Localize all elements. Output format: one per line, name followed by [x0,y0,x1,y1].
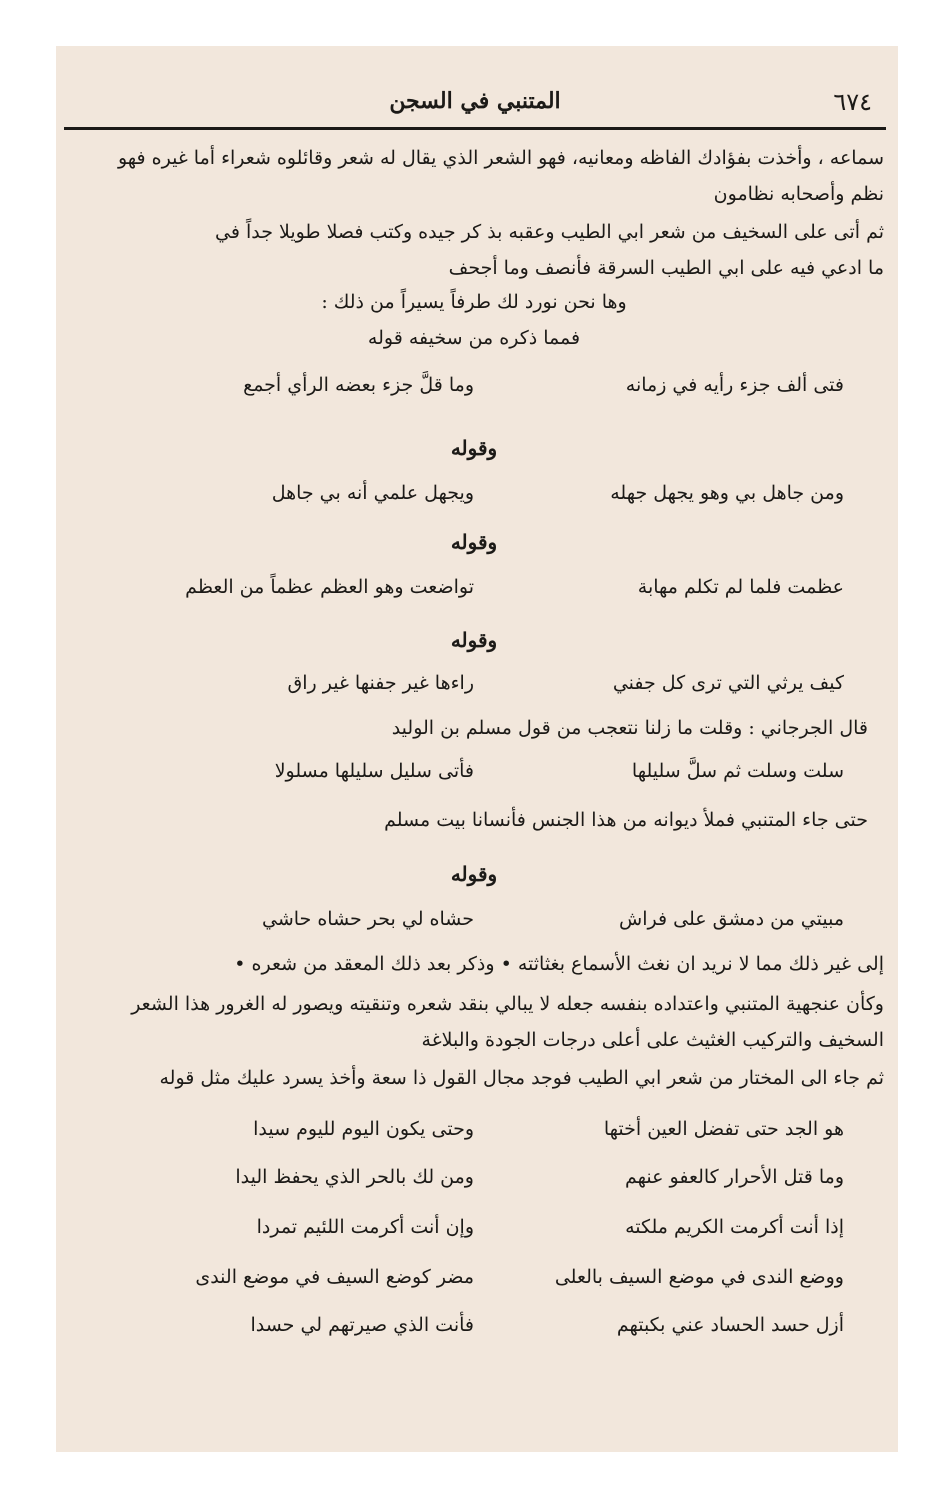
text-line: فمما ذكره من سخيفه قوله [367,327,581,349]
verse [64,900,884,938]
verse-first-half: سلت وسلت ثم سلَّ سليلها [631,760,844,782]
verse-first-half: كيف يرثي التي ترى كل جفني [612,672,844,694]
text-line: إلى غير ذلك مما لا نريد ان نغث الأسماع بغثاثته • وذكر بعد ذلك المعقد من شعره • [234,953,884,975]
text-line: السخيف والتركيب الغثيث على أعلى درجات الجودة والبلاغة [421,1029,884,1051]
verse [64,1258,884,1296]
verse-second-half: فأتى سليل سليلها مسلولا [274,760,474,782]
verse [64,1110,884,1148]
verse-second-half: فأنت الذي صيرتهم لي حسدا [250,1314,474,1336]
verse-first-half: عظمت فلما لم تكلم مهابة [637,576,844,598]
section-heading: وقوله [450,628,498,652]
verse-second-half: تواضعت وهو العظم عظماً من العظم [185,576,474,598]
text-line: قال الجرجاني : وقلت ما زلنا نتعجب من قول مسلم بن الوليد [391,717,868,739]
verse [64,366,884,404]
text-line: حتى جاء المتنبي فملأ ديوانه من هذا الجنس فأنسانا بيت مسلم [384,809,868,831]
verse-first-half: مبيتي من دمشق على فراش [619,908,844,930]
verse-first-half: أزل حسد الحساد عني بكبتهم [616,1314,844,1336]
verse-first-half: هو الجد حتى تفضل العين أختها [603,1118,844,1140]
text-line: نظم وأصحابه نظامون [713,183,884,205]
page-number: ٦٧٤ [833,88,872,116]
text-line: ثم أتى على السخيف من شعر ابي الطيب وعقبه بذ كر جيده وكتب فصلا طويلا جداً في [215,221,884,243]
text-line: ما ادعي فيه على ابي الطيب السرقة فأنصف وما أجحف [448,257,884,279]
verse-first-half: فتى ألف جزء رأيه في زمانه [625,374,844,396]
running-title: المتنبي في السجن [389,88,561,114]
header-rule [64,127,886,130]
text-line: ثم جاء الى المختار من شعر ابي الطيب فوجد مجال القول ذا سعة وأخذ يسرد عليك مثل قوله [159,1067,884,1089]
verse [64,664,884,702]
page-header [64,86,886,126]
verse-first-half: ومن جاهل بي وهو يجهل جهله [610,482,844,504]
section-heading: وقوله [450,436,498,460]
verse-first-half: إذا أنت أكرمت الكريم ملكته [625,1216,844,1238]
verse [64,752,884,790]
verse-second-half: وما قلَّ جزء بعضه الرأي أجمع [243,374,474,396]
text-line: وها نحن نورد لك طرفاً يسيراً من ذلك : [321,291,627,313]
verse [64,1306,884,1344]
verse-first-half: وما قتل الأحرار كالعفو عنهم [625,1166,844,1188]
verse-second-half: ويجهل علمي أنه بي جاهل [271,482,474,504]
verse-first-half: ووضع الندى في موضع السيف بالعلى [554,1266,844,1288]
book-page [56,46,898,1452]
text-line: سماعه ، وأخذت بفؤادك الفاظه ومعانيه، فهو الشعر الذي يقال له شعر وقائلوه شعراء أما غيره فهو [117,147,884,169]
verse-second-half: مضر كوضع السيف في موضع الندى [195,1266,474,1288]
verse [64,1208,884,1246]
text-line: وكأن عنجهية المتنبي واعتداده بنفسه جعله لا يبالي بنقد شعره وتنقيته ويصور له الغرور هذا الشعر [131,993,884,1015]
verse-second-half: حشاه لي بحر حشاه حاشي [262,908,474,930]
section-heading: وقوله [450,862,498,886]
verse-second-half: وإن أنت أكرمت اللئيم تمردا [256,1216,474,1238]
verse [64,474,884,512]
verse-second-half: راءها غير جفنها غير راق [287,672,474,694]
verse-second-half: ومن لك بالحر الذي يحفظ اليدا [235,1166,474,1188]
section-heading: وقوله [450,530,498,554]
verse [64,1158,884,1196]
verse [64,568,884,606]
verse-second-half: وحتى يكون اليوم لليوم سيدا [253,1118,474,1140]
